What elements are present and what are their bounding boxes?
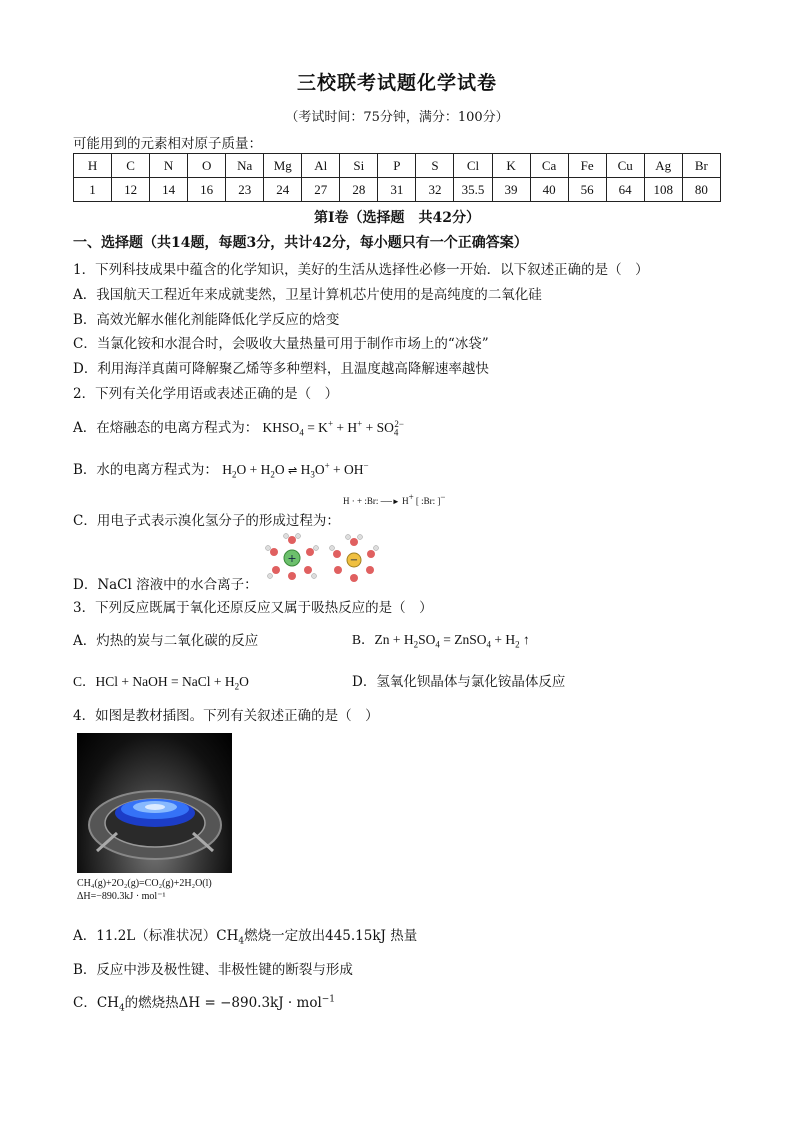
q4-option-c-pre: C．CH bbox=[73, 995, 119, 1011]
q2-option-a bbox=[73, 416, 404, 436]
element-symbol-cell: Ag bbox=[644, 154, 682, 178]
element-symbol-cell: N bbox=[150, 154, 188, 178]
q1-option-c: C．当氯化铵和水混合时，会吸收大量热量可用于制作市场上的“冰袋” bbox=[73, 336, 489, 352]
element-symbol-cell: Si bbox=[340, 154, 378, 178]
q4-option-c: C．$CH_4$的燃烧热ΔH = −890.3kJ · mol$^{-1}$ bbox=[73, 994, 336, 1014]
figure-caption-enthalpy: ΔH=−890.3kJ · mol⁻¹ bbox=[77, 891, 166, 902]
atomic-mass-table bbox=[73, 153, 721, 202]
water-ionization-equation: $H_2O + H_2O$ ⇌ $H_3O^+ + OH^-$ bbox=[222, 460, 369, 480]
q3-option-c-label: C． bbox=[73, 674, 96, 689]
q1-option-d: D．利用海洋真菌可降解聚乙烯等多种塑料，且温度越高降解速率越快 bbox=[73, 361, 489, 377]
q1-stem: 1．下列科技成果中蕴含的化学知识，美好的生活从选择性必修一开始．以下叙述正确的是（ ） bbox=[73, 262, 649, 278]
atomic-mass-label: 可能用到的元素相对原子质量： bbox=[73, 136, 262, 152]
atomic-mass-cell: 23 bbox=[226, 178, 264, 202]
hydrated-anion-icon bbox=[330, 535, 379, 583]
element-symbol-cell: S bbox=[416, 154, 454, 178]
atomic-mass-cell: 35.5 bbox=[454, 178, 492, 202]
q4-option-b: B．反应中涉及极性键、非极性键的断裂与形成 bbox=[73, 962, 353, 978]
atomic-mass-cell: 16 bbox=[188, 178, 226, 202]
element-symbol-cell: Mg bbox=[264, 154, 302, 178]
hydrated-ions-diagram bbox=[262, 532, 392, 584]
atomic-mass-cell: 28 bbox=[340, 178, 378, 202]
q2-stem: 2．下列有关化学用语或表述正确的是（ ） bbox=[73, 386, 339, 402]
element-symbol-cell: C bbox=[112, 154, 150, 178]
exam-info: （考试时间：75分钟，满分：100分） bbox=[285, 110, 509, 125]
gas-stove-flame-image bbox=[77, 733, 232, 873]
q2-option-c: C．用电子式表示溴化氢分子的形成过程为： bbox=[73, 513, 340, 529]
q2-option-b bbox=[73, 458, 369, 478]
atomic-mass-cell: 1 bbox=[74, 178, 112, 202]
element-symbol-cell: Fe bbox=[568, 154, 606, 178]
atomic-mass-cell: 80 bbox=[682, 178, 720, 202]
svg-text:−: − bbox=[349, 555, 359, 566]
q1-option-b: B．高效光解水催化剂能降低化学反应的焓变 bbox=[73, 312, 340, 328]
atomic-mass-cell: 14 bbox=[150, 178, 188, 202]
atomic-mass-cell: 56 bbox=[568, 178, 606, 202]
element-symbol-cell: Na bbox=[226, 154, 264, 178]
section-heading: 一、选择题（共14题，每题3分，共计42分，每小题只有一个正确答案） bbox=[73, 235, 528, 251]
element-symbol-cell: Cu bbox=[606, 154, 644, 178]
atomic-mass-cell: 24 bbox=[264, 178, 302, 202]
atomic-mass-cell: 64 bbox=[606, 178, 644, 202]
svg-text:+: + bbox=[287, 552, 297, 565]
q3-option-b: B．$Zn + H_2SO_4$ = ZnSO$_4$ + $H_2$ ↑ bbox=[352, 632, 530, 650]
q2-option-d: D．NaCl 溶液中的水合离子： bbox=[73, 577, 258, 593]
q2-option-a-text: A．在熔融态的电离方程式为： bbox=[73, 420, 259, 436]
atomic-mass-cell: 32 bbox=[416, 178, 454, 202]
q4-stem: 4．如图是教材插图。下列有关叙述正确的是（ ） bbox=[73, 708, 379, 724]
element-symbol-cell: H bbox=[74, 154, 112, 178]
element-symbol-cell: O bbox=[188, 154, 226, 178]
q4-option-c-post: 的燃烧热ΔH = −890.3kJ · mol bbox=[124, 995, 322, 1011]
q1-option-a: A．我国航天工程近年来成就斐然，卫星计算机芯片使用的是高纯度的二氧化硅 bbox=[73, 287, 542, 303]
mass-row bbox=[74, 178, 721, 202]
page-title: 三校联考试题化学试卷 bbox=[296, 72, 497, 94]
figure-caption-equation: CH₄(g)+2O₂(g)=CO₂(g)+2H₂O(l) bbox=[77, 878, 212, 889]
q4-option-a-post: 燃烧一定放出445.15kJ 热量 bbox=[244, 928, 418, 944]
q3-option-a: A．灼热的炭与二氧化碳的反应 bbox=[73, 633, 259, 649]
atomic-mass-cell: 31 bbox=[378, 178, 416, 202]
q4-option-a: A．11.2L（标准状况）$CH_4$燃烧一定放出445.15kJ 热量 bbox=[73, 928, 418, 947]
q4-option-a-pre: A．11.2L（标准状况）CH bbox=[73, 928, 239, 944]
element-symbol-cell: Ca bbox=[530, 154, 568, 178]
q3-option-d: D．氢氧化钡晶体与氯化铵晶体反应 bbox=[352, 674, 566, 690]
atomic-mass-cell: 39 bbox=[492, 178, 530, 202]
hydrated-cation-icon bbox=[266, 534, 319, 581]
hbr-electron-formula: H · + :Br: ──► H+ [ :Br: ]− bbox=[343, 492, 446, 506]
q2-option-b-text: B．水的电离方程式为： bbox=[73, 462, 218, 478]
element-symbol-cell: Br bbox=[682, 154, 720, 178]
atomic-mass-cell: 27 bbox=[302, 178, 340, 202]
element-symbol-cell: Cl bbox=[454, 154, 492, 178]
q3-option-c: C．HCl + NaOH = NaCl + $H_2O$ bbox=[73, 674, 249, 692]
q3-option-b-label: B． bbox=[352, 632, 375, 647]
khso4-equation: $KHSO_4 = K^+ + H^+ + SO_4^{2-}$ bbox=[262, 418, 404, 438]
element-symbol-cell: Al bbox=[302, 154, 340, 178]
atomic-mass-cell: 12 bbox=[112, 178, 150, 202]
atomic-mass-cell: 40 bbox=[530, 178, 568, 202]
atomic-mass-cell: 108 bbox=[644, 178, 682, 202]
q3-stem: 3．下列反应既属于氧化还原反应又属于吸热反应的是（ ） bbox=[73, 600, 433, 616]
element-row bbox=[74, 154, 721, 178]
part-heading: 第Ⅰ卷（选择题 共42分） bbox=[313, 210, 481, 226]
element-symbol-cell: P bbox=[378, 154, 416, 178]
element-symbol-cell: K bbox=[492, 154, 530, 178]
